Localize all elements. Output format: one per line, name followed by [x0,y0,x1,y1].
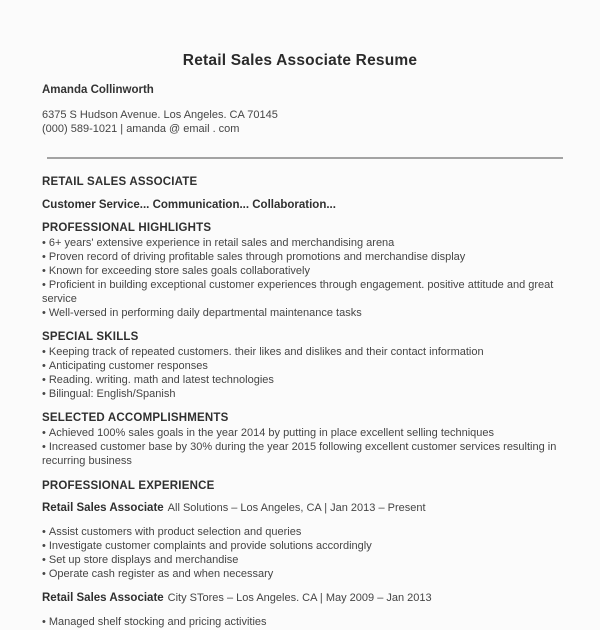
job-header [42,591,572,605]
section-heading: PROFESSIONAL HIGHLIGHTS [42,222,212,234]
bullet-icon: • [42,441,46,453]
bullet-item [42,264,572,278]
section-selected-accomplishments [42,412,572,468]
bullet-item [42,373,572,387]
bullet-icon: • [42,388,46,400]
bullet-icon: • [42,307,46,319]
bullet-icon: • [42,265,46,277]
bullet-item [42,345,572,359]
bullet-item [42,250,572,264]
bullet-item [42,278,572,306]
bullet-icon: • [42,526,46,538]
bullet-icon: • [42,360,46,372]
bullet-text: Proficient in building exceptional customer experiences through engagement. positive attitude and great service [42,279,554,305]
contact-block [42,108,572,136]
address-line: 6375 S Hudson Avenue. Los Angeles. CA 70145 [42,109,278,121]
bullet-item [42,387,572,401]
bullet-text: Well-versed in performing daily departmental maintenance tasks [48,307,362,319]
bullet-text: Operate cash register as and when necessary [48,568,274,580]
bullet-item [42,615,572,629]
bullet-item [42,539,572,553]
bullet-icon: • [42,237,46,249]
bullet-icon: • [42,251,46,263]
bullet-icon: • [42,346,46,358]
section-professional-highlights [42,222,572,320]
bullet-text: Managed shelf stocking and pricing activities [48,616,267,628]
bullet-item [42,567,572,581]
section-heading: PROFESSIONAL EXPERIENCE [42,480,215,492]
bullet-icon: • [42,540,46,552]
bullet-text: Increased customer base by 30% during the year 2015 following excellent customer services resulting in recurring business [42,441,557,467]
job-duties [42,615,572,629]
bullet-text: 6+ years' extensive experience in retail sales and merchandising arena [48,237,395,249]
bullet-icon: • [42,616,46,628]
role-heading: RETAIL SALES ASSOCIATE [42,176,198,188]
resume-body [0,176,600,629]
page-title: Retail Sales Associate Resume [182,52,418,69]
job-meta: City STores – Los Angeles. CA | May 2009 – Jan 2013 [167,592,432,604]
bullet-text: Investigate customer complaints and provide solutions accordingly [48,540,372,552]
job-header [42,501,572,515]
bullet-icon: • [42,568,46,580]
bullet-text: Bilingual: English/Spanish [48,388,176,400]
job-meta: All Solutions – Los Angeles, CA | Jan 2013 – Present [167,502,426,514]
section-heading: SELECTED ACCOMPLISHMENTS [42,412,229,424]
bullet-text: Reading. writing. math and latest technologies [48,374,274,386]
bullet-item [42,359,572,373]
bullet-icon: • [42,279,46,291]
resume-content [0,84,600,136]
phone-email-line: (000) 589-1021 | amanda @ email . com [42,123,240,135]
bullet-text: Keeping track of repeated customers. their likes and dislikes and their contact information [48,346,484,358]
job-title: Retail Sales Associate [42,592,164,604]
bullet-item [42,306,572,320]
job-title: Retail Sales Associate [42,502,164,514]
skills-tagline: Customer Service... Communication... Collaboration... [42,199,336,211]
section-special-skills [42,331,572,401]
bullet-text: Set up store displays and merchandise [48,554,239,566]
candidate-name: Amanda Collinworth [42,84,154,96]
header-divider [47,157,563,159]
bullet-item [42,236,572,250]
bullet-item [42,440,572,468]
bullet-text: Achieved 100% sales goals in the year 2014 by putting in place excellent selling techniques [48,427,495,439]
job-duties [42,525,572,581]
bullet-icon: • [42,554,46,566]
bullet-text: Assist customers with product selection and queries [48,526,302,538]
section-professional-experience [42,480,572,629]
bullet-item [42,426,572,440]
bullet-text: Anticipating customer responses [48,360,208,372]
bullet-icon: • [42,374,46,386]
section-heading: SPECIAL SKILLS [42,331,139,343]
bullet-text: Proven record of driving profitable sales through promotions and merchandise display [48,251,466,263]
bullet-item [42,525,572,539]
bullet-icon: • [42,427,46,439]
bullet-item [42,553,572,567]
bullet-text: Known for exceeding store sales goals collaboratively [48,265,310,277]
